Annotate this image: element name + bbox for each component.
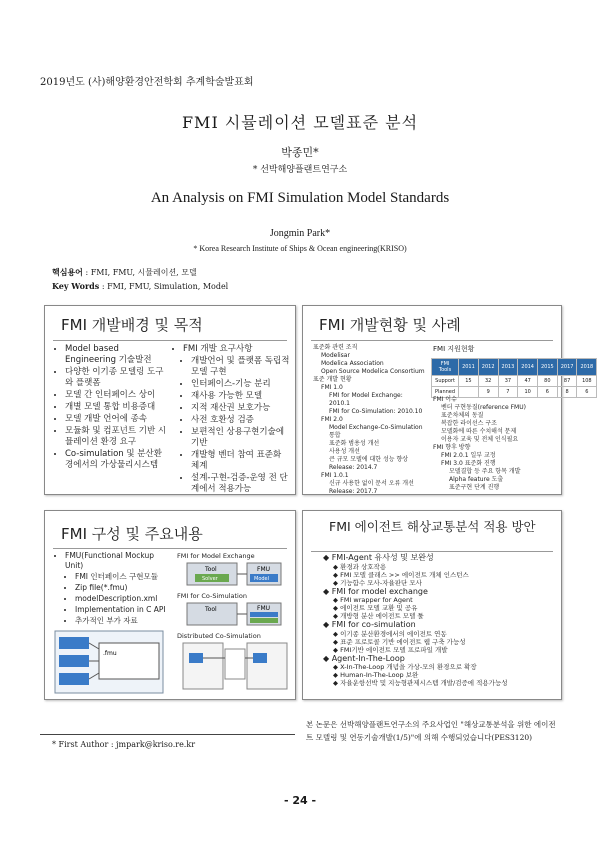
table-cell: 87 bbox=[557, 376, 577, 387]
list-item-text: FMI 모델 클래스 >> 에이전트 개체 인스턴스 bbox=[340, 570, 469, 579]
distributed-cosim-diagram bbox=[181, 641, 289, 693]
list-item: • 다양한 이기종 모델링 도구와 플랫폼 bbox=[65, 367, 170, 389]
slide-fmi-structure bbox=[44, 510, 296, 700]
distributed-cosim-label: Distributed Co-Simulation bbox=[177, 632, 261, 640]
list-item-text: 환경과 상호작용 bbox=[340, 562, 387, 571]
slide1-left-list bbox=[55, 344, 170, 472]
list-item-text: 기능함수 모사-자율판단 모사 bbox=[340, 578, 422, 587]
group-heading: ◆ FMI for co-simulation bbox=[323, 620, 416, 630]
list-item: Release: 2017.7 bbox=[329, 488, 378, 495]
list-item-text: FMI기반 에이전트 모델 프로파일 개발 bbox=[340, 645, 448, 654]
list-item-text: 이기종 분산환경에서의 에이전트 연동 bbox=[340, 629, 447, 638]
list-item: • 인터페이스-기능 분리 bbox=[191, 379, 291, 390]
paper-title-en: An Analysis on FMI Simulation Model Standards bbox=[150, 190, 450, 206]
list-item: ◆ FMI 모델 클래스 >> 에이전트 개체 인스턴스 bbox=[333, 570, 469, 579]
paper-title-ko: FMI 시뮬레이션 모델표준 분석 bbox=[181, 113, 419, 132]
list-item: ◆ 환경과 상호작용 bbox=[333, 562, 387, 571]
list-item: 이용자 교육 및 전체 인식필요 bbox=[441, 436, 519, 443]
slide1-title: FMI 개발배경 및 목적 bbox=[61, 316, 203, 334]
list-item: FMI 3.0 표준화 진행 bbox=[441, 460, 496, 467]
table-header: 2014 bbox=[518, 359, 538, 376]
list-item: • 추가적인 부가 자료 bbox=[75, 616, 173, 626]
list-item: • FMI 인터페이스 구현모듈 bbox=[75, 572, 173, 582]
table-header: 2011 bbox=[459, 359, 479, 376]
list-item: 표준 개발 현황 bbox=[313, 376, 352, 383]
model-label: Model bbox=[254, 576, 270, 582]
list-item: • 재사용 가능한 모델 bbox=[191, 391, 291, 402]
conference-header: 2019년도 (사)해양환경안전학회 추계학술발표회 bbox=[40, 77, 254, 88]
list-item: • 개발형 벤더 참여 표준화 체계 bbox=[191, 450, 291, 472]
slide-agent-application bbox=[302, 510, 562, 700]
list-item-text: Human-In-The-Loop 보완 bbox=[340, 671, 419, 680]
list-item: • 모델 간 인터페이스 상이 bbox=[65, 390, 170, 401]
list-item: FMI 향후 방향 bbox=[433, 444, 471, 451]
table-row bbox=[432, 376, 597, 387]
list-item: • 모델 개발 언어에 종속 bbox=[65, 414, 170, 425]
table-cell: 32 bbox=[478, 376, 498, 387]
list-item: 신규 사용한 없이 문서 오류 개선 bbox=[329, 480, 414, 487]
list-item: Release: 2014.7 bbox=[329, 464, 378, 471]
list-item: ◆ 기능함수 모사-자율판단 모사 bbox=[333, 578, 422, 587]
list-item: FMI for Co-Simulation: 2010.10 bbox=[329, 408, 423, 415]
slide3-left-list bbox=[55, 551, 173, 627]
author-en: Jongmin Park* bbox=[269, 228, 331, 239]
slide4-list bbox=[323, 553, 555, 687]
list-item: Alpha feature 도출 bbox=[449, 476, 504, 483]
keywords-en-values: : FMI, FMU, Simulation, Model bbox=[99, 282, 229, 291]
co-simulation-label: FMI for Co-Simulation bbox=[177, 592, 247, 600]
model-exchange-diagram bbox=[185, 561, 285, 589]
fmu-structure-diagram bbox=[53, 629, 167, 695]
list-item: Modelisar bbox=[321, 352, 350, 359]
table-header: 2018 bbox=[577, 359, 597, 376]
group-heading-text: FMI-Agent 유사성 및 보완성 bbox=[331, 553, 434, 562]
table-cell: 108 bbox=[577, 376, 597, 387]
list-item-text: 개방형 분산 에이전트 모델 툴 bbox=[340, 612, 424, 621]
list-item: • Implementation in C API bbox=[75, 605, 173, 615]
slide4-title: FMI 에이전트 해상교통분석 적용 방안 bbox=[329, 519, 536, 534]
list-item: • 개별 모델 통합 비용증대 bbox=[65, 402, 170, 413]
table-cell: 7 bbox=[498, 387, 518, 398]
list-item: 표준화 관련 조직 bbox=[313, 344, 358, 351]
list-item: • Model based Engineering 기술발전 bbox=[65, 344, 170, 366]
list-item: 모델결합 등 주요 항목 개발 bbox=[449, 468, 521, 475]
slide3-rule bbox=[53, 548, 287, 549]
affiliation-ko: * 선박해양플랜트연구소 bbox=[252, 165, 348, 175]
slide2-issue-list bbox=[433, 396, 557, 492]
list-item: • Zip file(*.fmu) bbox=[75, 583, 173, 593]
list-item-text: 에이전트 모델 교환 및 공유 bbox=[340, 604, 418, 613]
solver-label: Solver bbox=[202, 576, 218, 582]
keywords-ko bbox=[52, 267, 197, 278]
list-item: • modelDescription.xml bbox=[75, 594, 173, 604]
list-item: 표준구현 단계 진행 bbox=[449, 484, 500, 491]
list-item: FMI for Model Exchange: 2010.1 bbox=[329, 392, 403, 407]
list-item: • 모듈화 및 컴포넌트 기반 시뮬레이션 환경 요구 bbox=[65, 426, 170, 448]
list-item: FMI 2.0.1 일부 교정 bbox=[441, 452, 496, 459]
list-item: FMI 2.0 bbox=[321, 416, 343, 423]
support-label: FMI 지원현황 bbox=[433, 345, 475, 353]
list-item: ◆ 자율운항선박 및 지능형관제시스템 개발/검증에 적용가능성 bbox=[333, 679, 508, 688]
fmu-label: FMU bbox=[257, 605, 271, 612]
list-item-text: 표준 프로토콜 기반 에이전트 웹 구축 가능성 bbox=[340, 637, 466, 646]
list-item: FMI 1.0.1 bbox=[321, 472, 349, 479]
slide1-rule bbox=[53, 340, 287, 341]
slide-development-status bbox=[302, 305, 594, 495]
list-item: • 설계-구현-검증-운영 전 단계에서 적용가능 bbox=[191, 473, 291, 495]
group-heading: ◆ FMI for model exchange bbox=[323, 586, 428, 596]
slide3-title: FMI 구성 및 주요내용 bbox=[61, 525, 203, 543]
fmi-support-table bbox=[431, 358, 597, 398]
keywords-ko-label: 핵심용어 bbox=[52, 267, 83, 277]
co-simulation-diagram bbox=[185, 601, 285, 629]
list-item: Model Exchange-Co-Simulation 통합 bbox=[329, 424, 423, 439]
tool-label: Tool bbox=[205, 566, 217, 573]
list-item: • 개발언어 및 플랫폼 독립적 모델 구현 bbox=[191, 356, 291, 378]
list-item: FMI 이슈 bbox=[433, 396, 457, 403]
list-item: 복잡한 라이선스 구조 bbox=[441, 420, 497, 427]
list-item: 큰 규모 모델에 대한 성능 향상 bbox=[329, 456, 409, 463]
table-cell: Support bbox=[432, 376, 459, 387]
acknowledgement: 본 논문은 선박해양플랜트연구소의 주요사업인 "해상교통분석을 위한 에이전트 모델링 및 연동기술개발(1/5)"에 의해 수행되었습니다(PES3120) bbox=[306, 720, 556, 742]
slide1-right-list bbox=[173, 344, 291, 496]
list-item: ◆ Human-In-The-Loop 보완 bbox=[333, 671, 419, 680]
affiliation-en: * Korea Research Institute of Ships & Ocean engineering(KRISO) bbox=[193, 244, 407, 253]
table-header: 2013 bbox=[498, 359, 518, 376]
fmu-file-label: .fmu bbox=[103, 650, 117, 657]
list-item: Open Source Modelica Consortium bbox=[321, 368, 425, 375]
list-item: ◆ FMI wrapper for Agent bbox=[333, 596, 413, 605]
footnote-rule bbox=[40, 734, 295, 735]
group-heading-text: FMI for co-simulation bbox=[331, 620, 416, 630]
group-heading: ◆ Agent-In-The-Loop bbox=[323, 653, 405, 663]
list-item: 모델화에 따른 수치해석 문제 bbox=[441, 428, 517, 435]
table-cell: 15 bbox=[459, 376, 479, 387]
slide4-rule bbox=[311, 551, 553, 552]
tool-label: Tool bbox=[205, 606, 217, 613]
model-exchange-label: FMI for Model Exchange bbox=[177, 552, 255, 560]
group-heading: ◆ FMI-Agent 유사성 및 보완성 bbox=[323, 553, 434, 562]
table-header: FMI Tools bbox=[432, 359, 459, 376]
list-item: 표준화 범용성 개선 bbox=[329, 440, 380, 447]
list-item-text: 자율운항선박 및 지능형관제시스템 개발/검증에 적용가능성 bbox=[340, 679, 508, 688]
slide2-left-list bbox=[313, 344, 425, 496]
author-ko: 박종민* bbox=[281, 146, 319, 159]
slide-background-purpose bbox=[44, 305, 296, 495]
keywords-ko-values: : FMI, FMU, 시뮬레이션, 모델 bbox=[82, 268, 197, 277]
list-item: FMI 1.0 bbox=[321, 384, 343, 391]
list-item: • 지적 재산권 보호가능 bbox=[191, 403, 291, 414]
group-heading-text: Agent-In-The-Loop bbox=[331, 653, 405, 663]
list-item: • 사전 호환성 검증 bbox=[191, 415, 291, 426]
table-cell: 37 bbox=[498, 376, 518, 387]
slide2-rule bbox=[311, 340, 553, 341]
footnote: * First Author : jmpark@kriso.re.kr bbox=[52, 740, 196, 749]
list-item: ◆ 개방형 분산 에이전트 모델 툴 bbox=[333, 612, 424, 621]
keywords-en bbox=[52, 281, 228, 291]
list-item: ◆ 표준 프로토콜 기반 에이전트 웹 구축 가능성 bbox=[333, 637, 466, 646]
group-heading-text: FMI for model exchange bbox=[331, 586, 428, 596]
slide2-title: FMI 개발현황 및 사례 bbox=[319, 316, 461, 334]
list-item: ◆ X-In-The-Loop 개념을 가상-모의 환경으로 확장 bbox=[333, 663, 477, 672]
table-cell: Planned bbox=[432, 387, 459, 398]
table-cell: 8 bbox=[557, 387, 577, 398]
list-item: Modelica Association bbox=[321, 360, 384, 367]
list-item-text: FMI wrapper for Agent bbox=[340, 596, 413, 605]
table-cell: 10 bbox=[518, 387, 538, 398]
list-item: 벤더 구현동질(reference FMU) bbox=[441, 404, 526, 411]
list-item: ◆ FMI기반 에이전트 모델 프로파일 개발 bbox=[333, 645, 448, 654]
table-header: 2017 bbox=[557, 359, 577, 376]
table-cell: 9 bbox=[478, 387, 498, 398]
list-item: • Co-simulation 및 분산환경에서의 가상물리시스템 bbox=[65, 449, 170, 471]
list-item-text: X-In-The-Loop 개념을 가상-모의 환경으로 확장 bbox=[340, 663, 477, 672]
table-cell: 47 bbox=[518, 376, 538, 387]
list-item: ◆ 이기종 분산환경에서의 에이전트 연동 bbox=[333, 629, 447, 638]
list-heading: • FMI 개발 요구사항 bbox=[183, 344, 291, 355]
table-cell: 80 bbox=[538, 376, 558, 387]
list-item: • 보편적인 상용구현기술에 기반 bbox=[191, 427, 291, 449]
list-heading: • FMU(Functional Mockup Unit) bbox=[65, 551, 173, 571]
list-item: 표준차체의 동질 bbox=[441, 412, 484, 419]
table-header: 2015 bbox=[538, 359, 558, 376]
keywords-en-label: Key Words bbox=[52, 281, 100, 291]
table-cell: 6 bbox=[577, 387, 597, 398]
table-header: 2012 bbox=[478, 359, 498, 376]
fmu-label: FMU bbox=[257, 566, 271, 573]
table-cell: 6 bbox=[538, 387, 558, 398]
page-number: - 24 - bbox=[283, 794, 317, 807]
list-item: 사용성 개선 bbox=[329, 448, 360, 455]
list-item: ◆ 에이전트 모델 교환 및 공유 bbox=[333, 604, 418, 613]
